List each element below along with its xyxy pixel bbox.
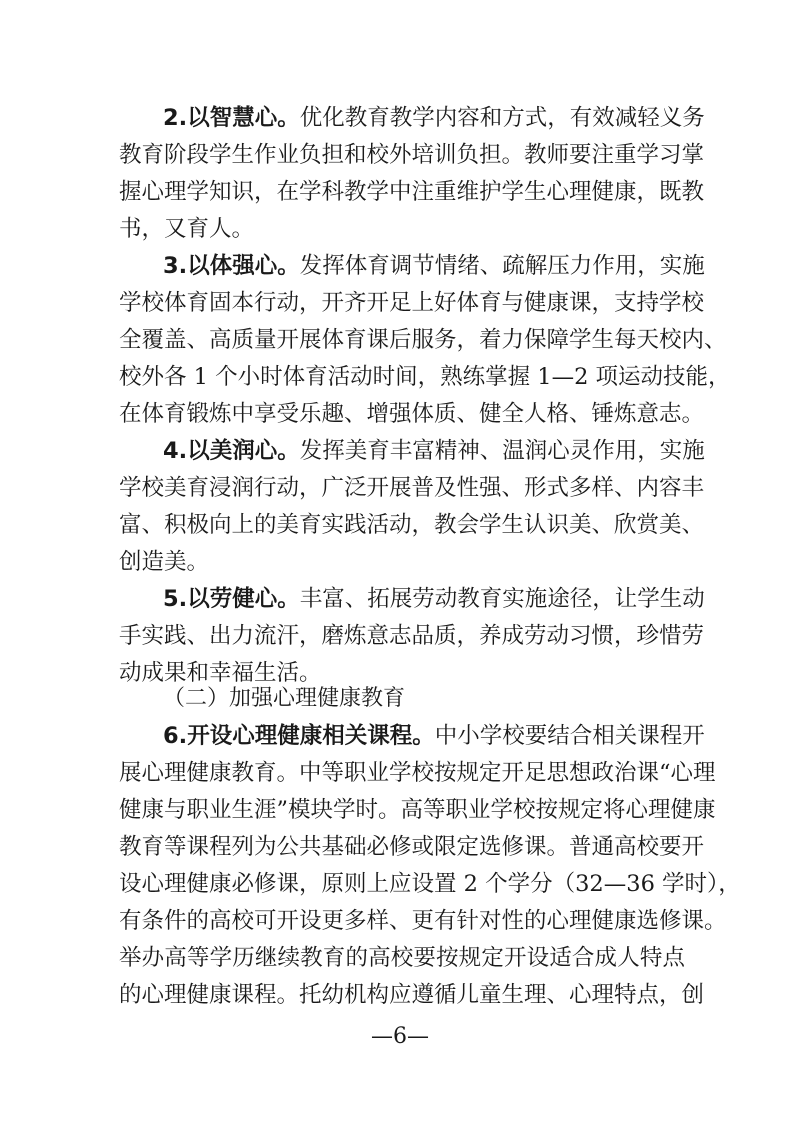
paragraph-6-line-2: 展心理健康教育。中等职业学校按规定开足思想政治课“心理 — [119, 760, 716, 786]
paragraph-2-line-1 — [163, 103, 705, 133]
paragraph-6-line-3: 健康与职业生涯”模块学时。高等职业学校按规定将心理健康 — [119, 797, 716, 823]
paragraph-6-heading: 6.开设心理健康相关课程。 — [163, 723, 435, 749]
paragraph-5-line-2: 手实践、出力流汗，磨炼意志品质，养成劳动习惯，珍惜劳 — [119, 623, 705, 649]
paragraph-2-line-4: 书，又育人。 — [119, 216, 255, 242]
paragraph-5-line-3: 动成果和幸福生活。 — [119, 660, 322, 686]
paragraph-4-text-1: 发挥美育丰富精神、温润心灵作用，实施 — [299, 438, 705, 464]
paragraph-4-line-4: 创造美。 — [119, 549, 210, 575]
paragraph-6-line-1 — [163, 721, 705, 751]
paragraph-4-heading: 4.以美润心。 — [163, 438, 300, 464]
paragraph-3-heading: 3.以体强心。 — [163, 253, 300, 279]
paragraph-2-line-3: 握心理学知识，在学科教学中注重维护学生心理健康，既教 — [119, 179, 705, 205]
paragraph-2-line-2: 教育阶段学生作业负担和校外培训负担。教师要注重学习掌 — [119, 142, 705, 168]
paragraph-6-line-6: 有条件的高校可开设更多样、更有针对性的心理健康选修课。 — [119, 908, 727, 934]
paragraph-3-line-5: 在体育锻炼中享受乐趣、增强体质、健全人格、锤炼意志。 — [119, 401, 705, 427]
paragraph-5-line-1 — [163, 584, 705, 614]
paragraph-3-text-1: 发挥体育调节情绪、疏解压力作用，实施 — [299, 253, 705, 279]
paragraph-5-text-1: 丰富、拓展劳动教育实施途径，让学生动 — [299, 586, 705, 612]
page-number: —6— — [371, 1024, 429, 1049]
paragraph-2-heading: 2.以智慧心。 — [163, 105, 300, 131]
paragraph-6-line-7: 举办高等学历继续教育的高校要按规定开设适合成人特点 — [119, 945, 685, 971]
paragraph-6-line-4: 教育等课程列为公共基础必修或限定选修课。普通高校要开 — [119, 834, 705, 860]
paragraph-6-line-8: 的心理健康课程。托幼机构应遵循儿童生理、心理特点，创 — [119, 982, 705, 1008]
paragraph-2-text-1: 优化教育教学内容和方式，有效减轻义务 — [299, 105, 705, 131]
paragraph-6-line-5: 设心理健康必修课，原则上应设置 2 个学分（32—36 学时）， — [119, 871, 741, 897]
paragraph-4-line-2: 学校美育浸润行动，广泛开展普及性强、形式多样、内容丰 — [119, 475, 705, 501]
section-heading: （二）加强心理健康教育 — [163, 686, 406, 711]
paragraph-3-line-4: 校外各 1 个小时体育活动时间，熟练掌握 1—2 项运动技能， — [119, 364, 731, 390]
paragraph-4-line-3: 富、积极向上的美育实践活动，教会学生认识美、欣赏美、 — [119, 512, 705, 538]
paragraph-3-line-2: 学校体育固本行动，开齐开足上好体育与健康课，支持学校 — [119, 290, 705, 316]
paragraph-5-heading: 5.以劳健心。 — [163, 586, 300, 612]
paragraph-4-line-1 — [163, 436, 705, 466]
paragraph-3-line-1 — [163, 251, 705, 281]
paragraph-3-line-3: 全覆盖、高质量开展体育课后服务，着力保障学生每天校内、 — [119, 327, 727, 353]
paragraph-6-text-1: 中小学校要结合相关课程开 — [434, 723, 705, 749]
